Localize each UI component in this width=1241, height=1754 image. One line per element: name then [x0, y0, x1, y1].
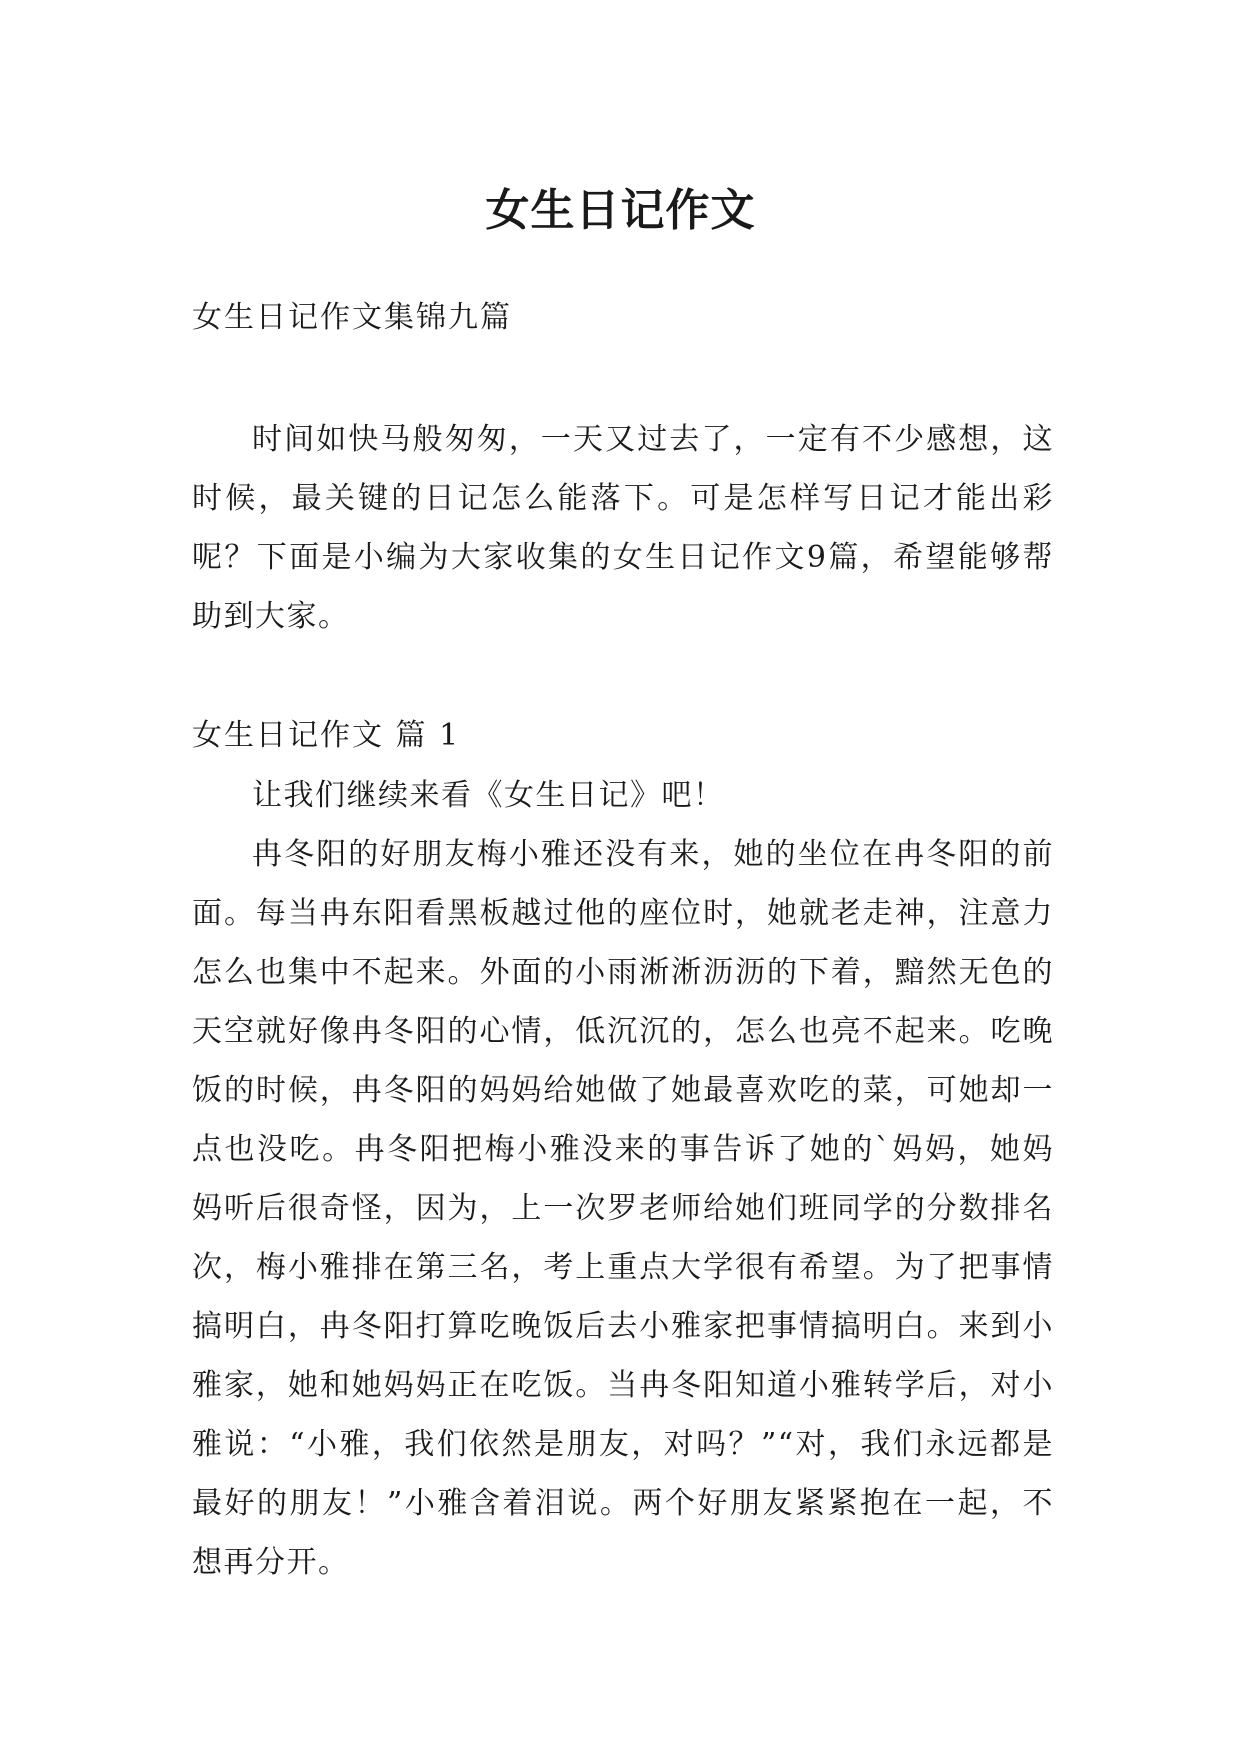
- document-title: 女生日记作文: [485, 185, 756, 237]
- section-paragraph: 冉冬阳的好朋友梅小雅还没有来，她的坐位在冉冬阳的前面。每当冉东阳看黑板越过他的座位时，她就老走神，注意力怎么也集中不起来。外面的小雨淅淅沥沥的下着，黯然无色的天空就好像冉冬阳的心情，低沉沉的，怎么也亮不起来。吃晚饭的时候，冉冬阳的妈妈给她做了她最喜欢吃的菜，可她却一点也没吃。冉冬阳把梅小雅没来的事告诉了她的`妈妈，她妈妈听后很奇怪，因为，上一次罗老师给她们班同学的分数排名次，梅小雅排在第三名，考上重点大学很有希望。为了把事情搞明白，冉冬阳打算吃晚饭后去小雅家把事情搞明白。来到小雅家，她和她妈妈正在吃饭。当冉冬阳知道小雅转学后，对小雅说：“小雅，我们依然是朋友，对吗？”“对，我们永远都是最好的朋友！”小雅含着泪说。两个好朋友紧紧抱在一起，不想再分开。: [192, 837, 1054, 1580]
- intro-paragraph: 时间如快马般匆匆，一天又过去了，一定有不少感想，这时候，最关键的日记怎么能落下。可是怎样写日记才能出彩呢？下面是小编为大家收集的女生日记作文9篇，希望能够帮助到大家。: [192, 422, 1054, 634]
- document-subtitle: 女生日记作文集锦九篇: [192, 300, 512, 335]
- section-heading: 女生日记作文 篇 1: [192, 718, 461, 753]
- section-paragraph: 让我们继续来看《女生日记》吧！: [252, 778, 725, 813]
- document-body: [192, 288, 1054, 1592]
- section-1: [192, 706, 1054, 1592]
